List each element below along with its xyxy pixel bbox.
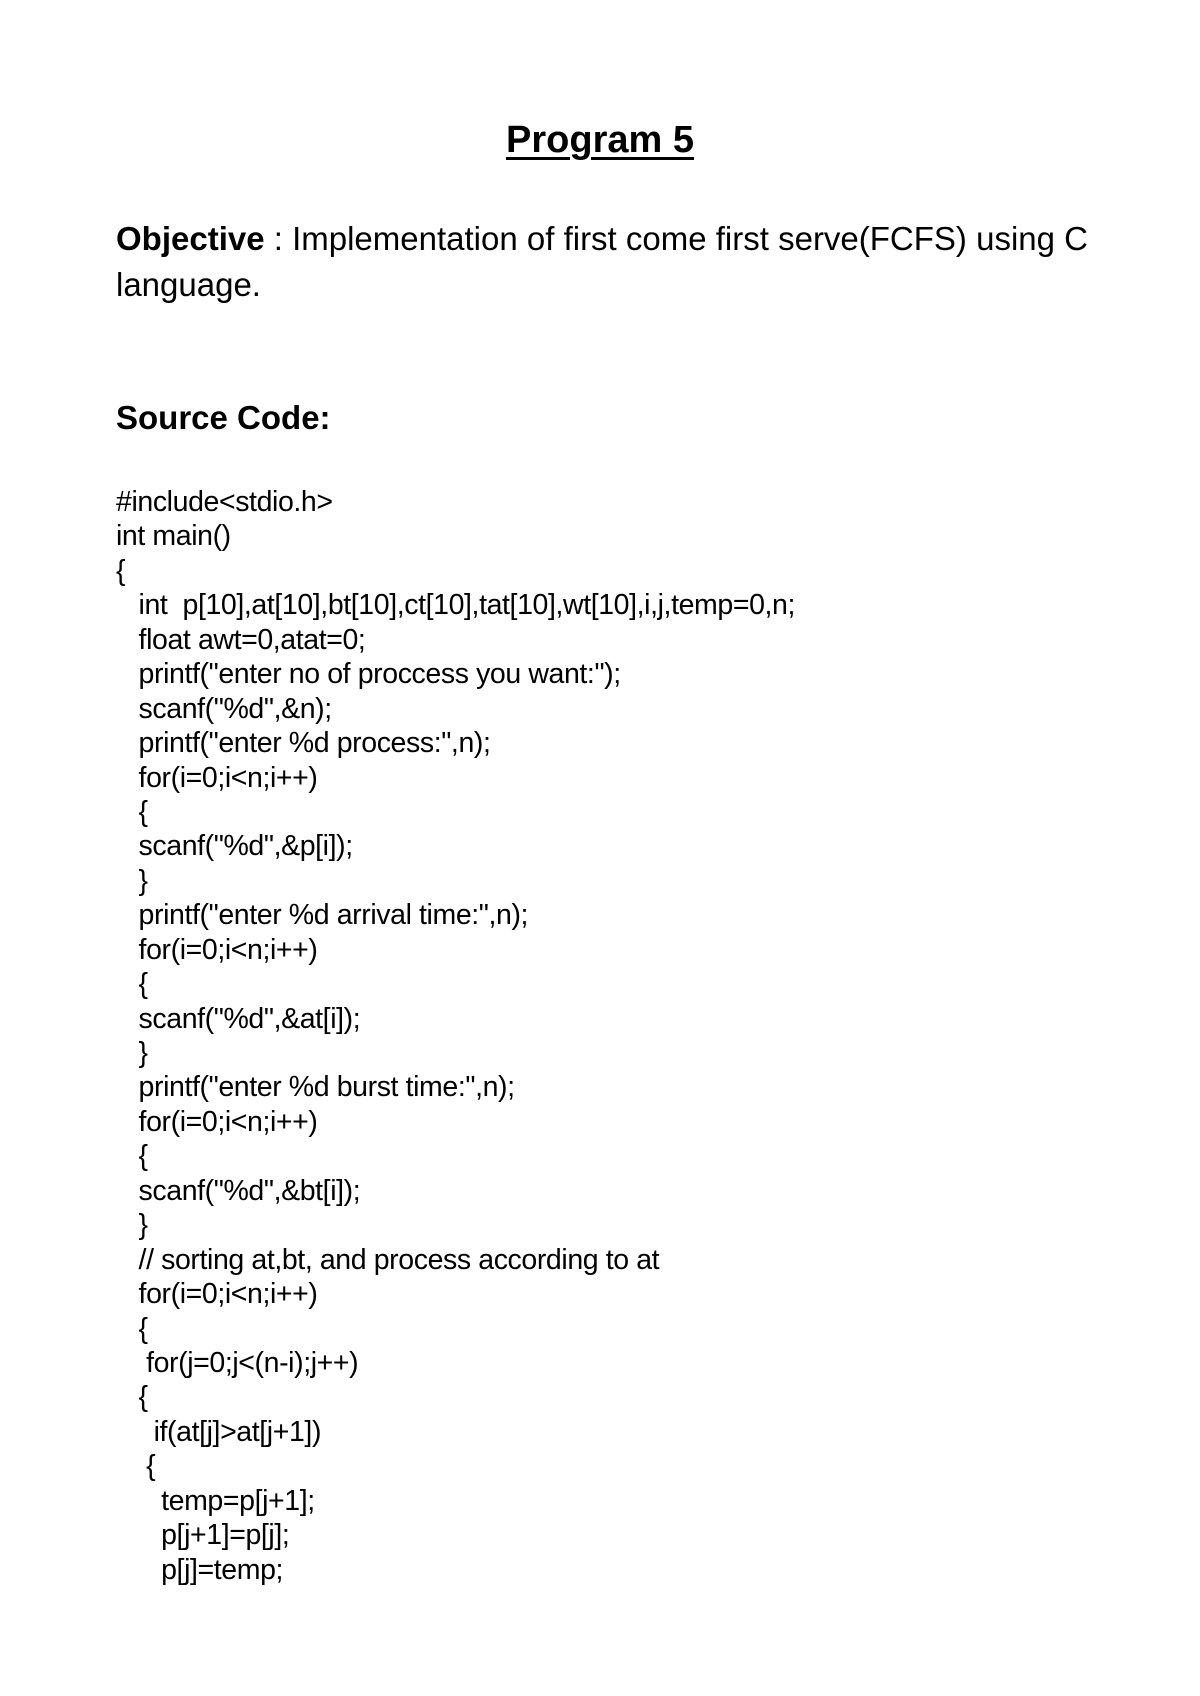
code-line: { bbox=[116, 1381, 148, 1414]
source-code-heading: Source Code: bbox=[116, 399, 331, 436]
code-line: { bbox=[116, 554, 126, 587]
code-line: printf("enter %d burst time:",n); bbox=[116, 1071, 515, 1104]
code-line: float awt=0,atat=0; bbox=[116, 623, 366, 656]
code-line: p[j]=temp; bbox=[116, 1553, 284, 1586]
code-line: { bbox=[116, 968, 148, 1001]
code-line: int main() bbox=[116, 520, 231, 553]
page-title bbox=[0, 116, 1200, 164]
objective-text: Implementation of first come first serve(FCFS) using C language. bbox=[116, 220, 1088, 303]
code-line: { bbox=[116, 1312, 148, 1345]
objective-separator: : bbox=[264, 220, 293, 257]
code-line: int p[10],at[10],bt[10],ct[10],tat[10],wt[10],i,j,temp=0,n; bbox=[116, 589, 796, 622]
code-line: scanf("%d",&at[i]); bbox=[116, 1002, 361, 1035]
code-line: { bbox=[116, 795, 148, 828]
source-code-block bbox=[116, 485, 1116, 1587]
code-line: // sorting at,bt, and process according to at bbox=[116, 1243, 660, 1276]
code-line: for(i=0;i<n;i++) bbox=[116, 1105, 318, 1138]
code-line: scanf("%d",&bt[i]); bbox=[116, 1174, 361, 1207]
code-line: for(i=0;i<n;i++) bbox=[116, 1278, 318, 1311]
code-line: p[j+1]=p[j]; bbox=[116, 1519, 290, 1552]
code-line: #include<stdio.h> bbox=[116, 486, 333, 518]
code-line: scanf("%d",&n); bbox=[116, 692, 332, 725]
page-title-text: Program 5 bbox=[506, 119, 694, 161]
code-line: { bbox=[116, 1140, 148, 1173]
objective-paragraph bbox=[116, 216, 1116, 308]
code-line: printf("enter %d process:",n); bbox=[116, 727, 491, 760]
code-line: printf("enter no of proccess you want:"); bbox=[116, 658, 621, 691]
code-line: for(j=0;j<(n-i);j++) bbox=[116, 1346, 359, 1379]
code-line: printf("enter %d arrival time:",n); bbox=[116, 899, 529, 932]
code-line: if(at[j]>at[j+1]) bbox=[116, 1415, 322, 1448]
code-line: for(i=0;i<n;i++) bbox=[116, 933, 318, 966]
code-line: temp=p[j+1]; bbox=[116, 1484, 315, 1517]
objective-label: Objective bbox=[116, 220, 265, 257]
code-line: for(i=0;i<n;i++) bbox=[116, 761, 318, 794]
code-line: } bbox=[116, 864, 148, 897]
code-line: { bbox=[116, 1450, 156, 1483]
code-line: } bbox=[116, 1037, 148, 1069]
code-line: scanf("%d",&p[i]); bbox=[116, 830, 353, 863]
code-line: } bbox=[116, 1209, 148, 1242]
